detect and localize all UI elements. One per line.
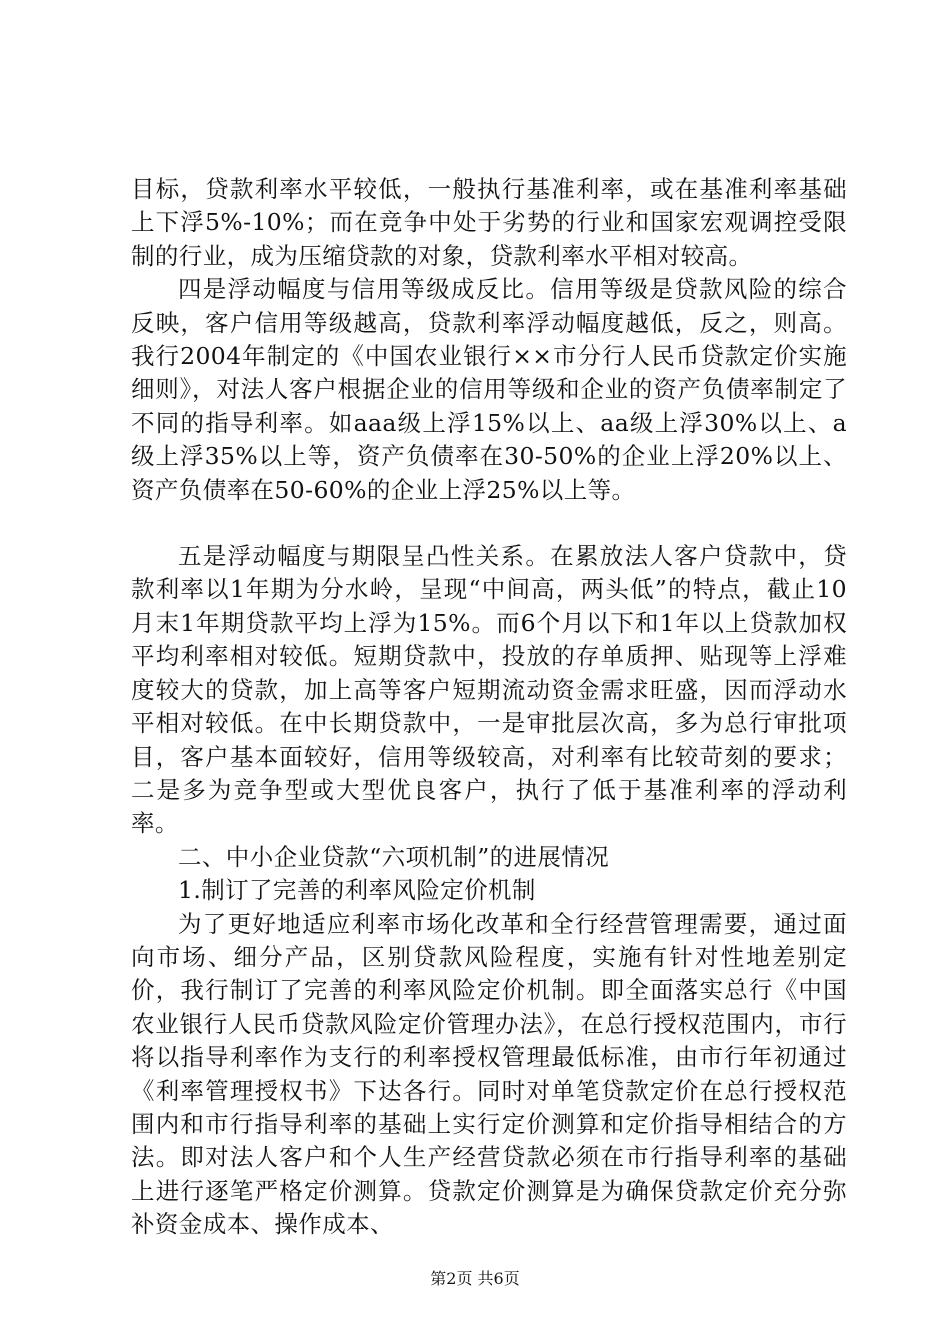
paragraph-loan-term: 五是浮动幅度与期限呈凸性关系。在累放法人客户贷款中，贷款利率以1年期为分水岭，呈现“中间高，两头低”的特点，截止10月末1年期贷款平均上浮为15%。而6个月以下和1年以上贷款加权平均利率相对较低。短期贷款中，投放的存单质押、贴现等上浮难度较大的贷款，加上高等客户短期流动资金需求旺盛，因而浮动水平相对较低。在中长期贷款中，一是审批层次高，多为总行审批项目，客户基本面较好，信用等级较高，对利率有比较苛刻的要求；二是多为竞争型或大型优良客户，执行了低于基准利率的浮动利率。: [131, 542, 847, 838]
section-heading: 二、中小企业贷款“六项机制”的进展情况: [178, 842, 610, 871]
subsection-heading: 1.制订了完善的利率风险定价机制: [178, 876, 536, 905]
page-footer: 第2页 共6页: [430, 1269, 520, 1288]
paragraph-credit-rating: 四是浮动幅度与信用等级成反比。信用等级是贷款风险的综合反映，客户信用等级越高，贷款利率浮动幅度越低，反之，则高。我行2004年制定的《中国农业银行××市分行人民币贷款定价实施细则》，对法人客户根据企业的信用等级和企业的资产负债率制定了不同的指导利率。如aaa级上浮15%以上、aa级上浮30%以上、a级上浮35%以上等，资产负债率在30-50%的企业上浮20%以上、资产负债率在50-60%的企业上浮25%以上等。: [131, 275, 847, 504]
paragraph-continuation: 目标，贷款利率水平较低，一般执行基准利率，或在基准利率基础上下浮5%-10%；而在竞争中处于劣势的行业和国家宏观调控受限制的行业，成为压缩贷款的对象，贷款利率水平相对较高。: [131, 175, 847, 270]
paragraph-pricing-mechanism: 为了更好地适应利率市场化改革和全行经营管理需要，通过面向市场、细分产品，区别贷款风险程度，实施有针对性地差别定价，我行制订了完善的利率风险定价机制。即全面落实总行《中国农业银行人民币贷款风险定价管理办法》，在总行授权范围内，市行将以指导利率作为支行的利率授权管理最低标准，由市行年初通过《利率管理授权书》下达各行。同时对单笔贷款定价在总行授权范围内和市行指导利率的基础上实行定价测算和定价指导相结合的方法。即对法人客户和个人生产经营贷款必须在市行指导利率的基础上进行逐笔严格定价测算。贷款定价测算是为确保贷款定价充分弥补资金成本、操作成本、: [131, 909, 847, 1239]
document-body: [131, 173, 847, 1242]
